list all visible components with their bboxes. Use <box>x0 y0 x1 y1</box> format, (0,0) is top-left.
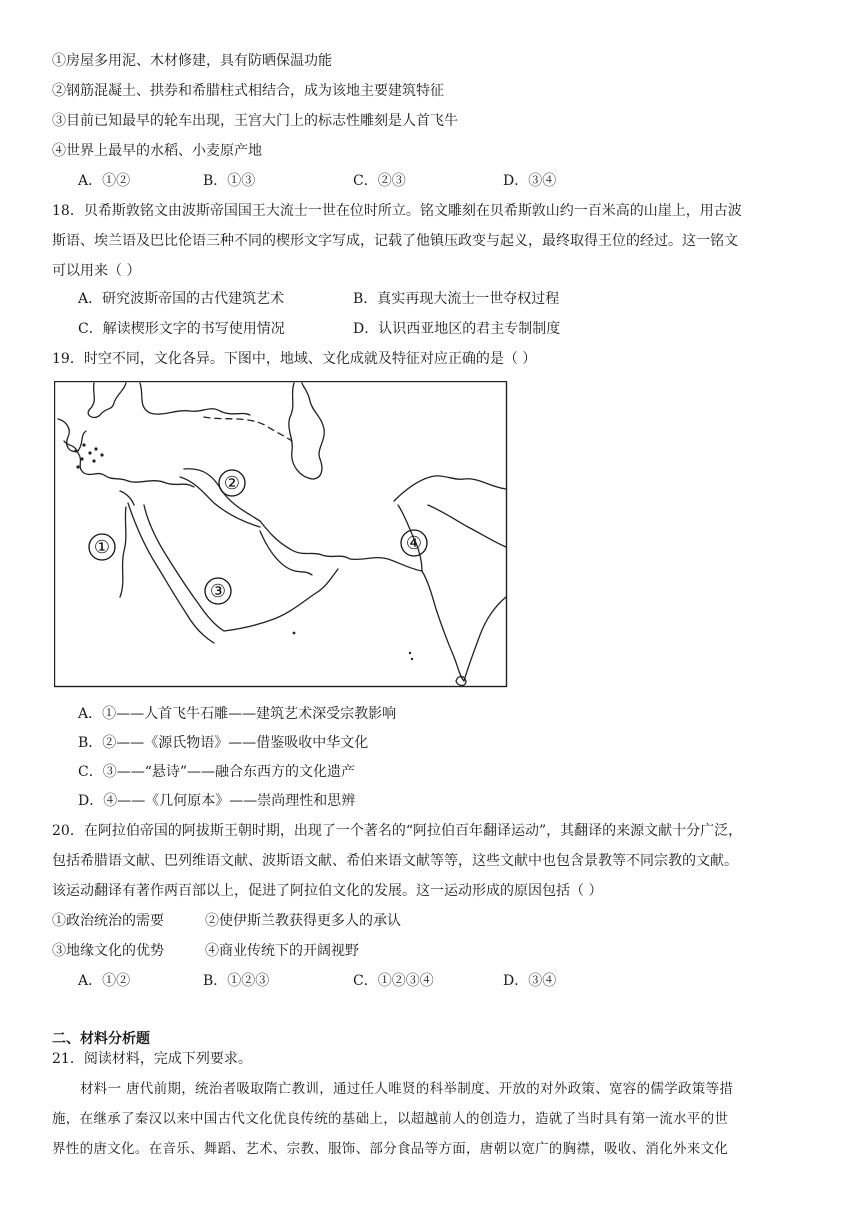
q20-option-a: A．①② <box>78 973 131 989</box>
q19-option-c: C．③——“悬诗”——融合东西方的文化遗产 <box>78 764 356 780</box>
q20-option-d: D．③④ <box>503 973 557 989</box>
q20-statement-1: ①政治统治的需要 <box>52 913 164 929</box>
map-label-1: ① <box>93 537 111 558</box>
q19-stem: 19．时空不同，文化各异。下图中，地域、文化成就及特征对应正确的是（ ） <box>52 351 537 367</box>
map-label-3: ③ <box>209 581 227 602</box>
q17-option-a: A．①② <box>78 173 131 189</box>
q17-statement-2: ②钢筋混凝土、拱券和希腊柱式相结合，成为该地主要建筑特征 <box>52 83 444 99</box>
q20-option-b: B．①②③ <box>203 973 270 989</box>
material-line-1: 材料一 唐代前期，统治者吸取隋亡教训，通过任人唯贤的科举制度、开放的对外政策、宽容的儒学政策等措 <box>80 1081 734 1097</box>
q19-option-d: D．④——《几何原本》——崇尚理性和思辨 <box>78 793 356 809</box>
q17-statement-1: ①房屋多用泥、木材修建，具有防晒保温功能 <box>52 53 332 69</box>
q18-stem-line-2: 斯语、埃兰语及巴比伦语三种不同的楔形文字写成，记载了他镇压政变与起义，最终取得王位的经过。这一铭文 <box>52 233 738 249</box>
q20-stem-line-1: 20．在阿拉伯帝国的阿拔斯王朝时期，出现了一个著名的“阿拉伯百年翻译运动”，其翻译的来源文献十分广泛， <box>52 823 743 839</box>
q20-statement-4: ④商业传统下的开阔视野 <box>205 943 359 959</box>
q17-statement-4: ④世界上最早的水稻、小麦原产地 <box>52 143 262 159</box>
q18-option-c: C．解读楔形文字的书写使用情况 <box>78 321 285 337</box>
q17-option-c: C．②③ <box>353 173 406 189</box>
q20-statement-3: ③地缘文化的优势 <box>52 943 164 959</box>
map-label-2: ② <box>223 473 241 494</box>
q20-stem-line-3: 该运动翻译有著作两百部以上，促进了阿拉伯文化的发展。这一运动形成的原因包括（ ） <box>52 883 603 899</box>
q18-stem-line-1: 18．贝希斯敦铭文由波斯帝国国王大流士一世在位时所立。铭文雕刻在贝希斯敦山约一百米高的山崖上，用古波 <box>52 203 742 219</box>
material-line-2: 施，在继承了秦汉以来中国古代文化优良传统的基础上，以超越前人的创造力，造就了当时具有第一流水平的世 <box>52 1111 729 1127</box>
q17-option-d: D．③④ <box>503 173 557 189</box>
q19-option-a: A．①——人首飞牛石雕——建筑艺术深受宗教影响 <box>78 706 397 722</box>
q21-stem: 21．阅读材料，完成下列要求。 <box>52 1051 252 1067</box>
map-figure <box>54 381 510 689</box>
q20-stem-line-2: 包括希腊语文献、巴列维语文献、波斯语文献、希伯来语文献等等，这些文献中也包含景教等不同宗教的文献。 <box>52 853 738 869</box>
q18-option-b: B．真实再现大流士一世夺权过程 <box>353 291 560 307</box>
q20-option-c: C．①②③④ <box>353 973 434 989</box>
q18-stem-line-3: 可以用来（ ） <box>52 263 141 279</box>
q18-option-d: D．认识西亚地区的君主专制制度 <box>353 321 561 337</box>
material-line-3: 界性的唐文化。在音乐、舞蹈、艺术、宗教、服饰、部分食品等方面，唐朝以宽广的胸襟，吸收、消化外来文化 <box>52 1141 729 1157</box>
q17-statement-3: ③目前已知最早的轮车出现，王宫大门上的标志性雕刻是人首飞牛 <box>52 113 458 129</box>
q17-option-b: B．①③ <box>203 173 256 189</box>
q20-statement-2: ②使伊斯兰教获得更多人的承认 <box>205 913 401 929</box>
section-heading: 二、材料分析题 <box>52 1031 150 1047</box>
map-label-4: ④ <box>405 533 423 554</box>
q18-option-a: A．研究波斯帝国的古代建筑艺术 <box>78 291 285 307</box>
q19-option-b: B．②——《源氏物语》——借鉴吸收中华文化 <box>78 735 369 751</box>
